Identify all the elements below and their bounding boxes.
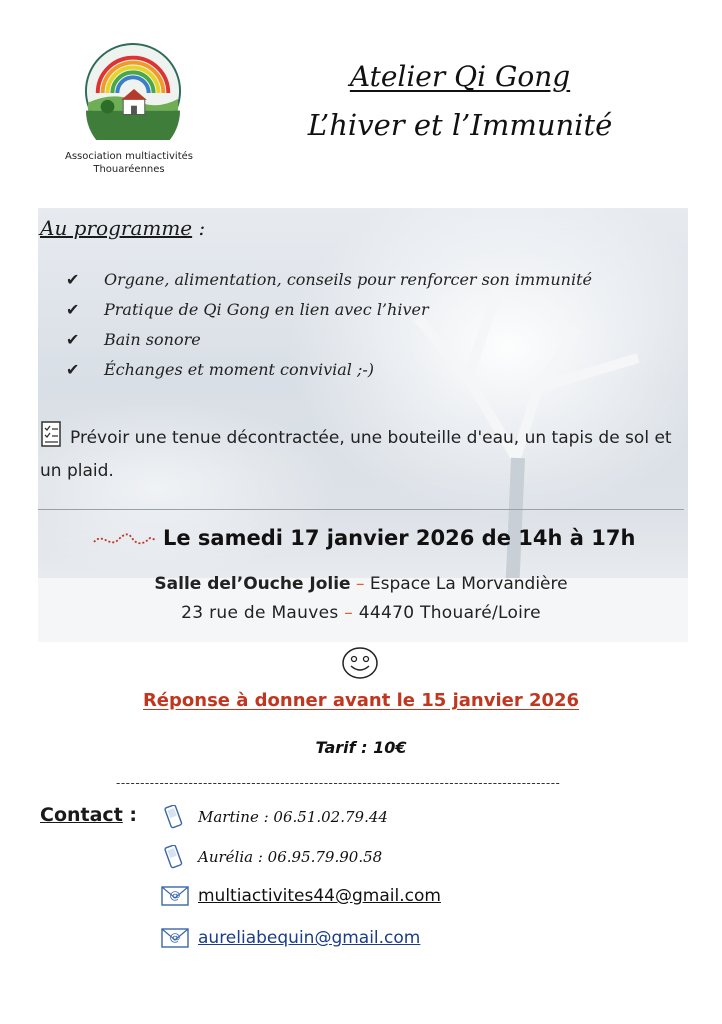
list-item: ✔ Organe, alimentation, conseils pour renforcer son immunité bbox=[66, 269, 592, 289]
decorative-squiggle-icon bbox=[92, 528, 158, 550]
list-item: ✔ Bain sonore bbox=[66, 329, 201, 349]
list-item: ✔ Échanges et moment convivial ;-) bbox=[66, 359, 375, 379]
list-item: ✔ Pratique de Qi Gong en lien avec l’hiver bbox=[66, 299, 429, 319]
check-icon: ✔ bbox=[66, 359, 80, 379]
check-icon: ✔ bbox=[66, 299, 80, 319]
contact-phone-martine: Martine : 06.51.02.79.44 bbox=[160, 805, 388, 829]
equipment-note: Prévoir une tenue décontractée, une bouteille d'eau, un tapis de sol et un plaid. bbox=[40, 420, 688, 488]
checklist-icon bbox=[40, 420, 64, 448]
reply-deadline: Réponse à donner avant le 15 janvier 2026 bbox=[142, 690, 580, 711]
email-link[interactable]: multiactivites44@gmail.com bbox=[198, 886, 441, 906]
svg-text:@: @ bbox=[169, 889, 181, 902]
check-icon: ✔ bbox=[66, 329, 80, 349]
association-logo bbox=[84, 42, 182, 140]
contact-phone-aurelia: Aurélia : 06.95.79.90.58 bbox=[160, 845, 382, 869]
svg-text:@: @ bbox=[169, 931, 181, 944]
email-icon bbox=[160, 884, 190, 908]
mobile-phone-icon bbox=[160, 845, 190, 869]
event-address: 23 rue de Mauves – 44470 Thouaré/Loire bbox=[181, 603, 541, 623]
price: Tarif : 10€ bbox=[315, 738, 407, 757]
event-venue: Salle del’Ouche Jolie – Espace La Morvandière bbox=[154, 574, 568, 594]
association-name: Association multiactivités Thouaréennes bbox=[65, 151, 193, 175]
page-title: Atelier Qi Gong bbox=[349, 60, 571, 93]
dashed-separator: -------------------------------------------------------------------------------------------- bbox=[116, 776, 561, 790]
contact-label: Contact : bbox=[40, 804, 137, 826]
email-icon bbox=[160, 926, 190, 950]
mobile-phone-icon bbox=[160, 805, 190, 829]
programme-list bbox=[66, 264, 592, 384]
page-subtitle: L’hiver et l’Immunité bbox=[307, 108, 613, 142]
divider bbox=[38, 509, 684, 510]
email-link[interactable]: aureliabequin@gmail.com bbox=[198, 928, 421, 948]
contact-email-aurelia bbox=[160, 926, 420, 950]
check-icon: ✔ bbox=[66, 269, 80, 289]
smiley-icon bbox=[340, 646, 380, 680]
contact-email-association bbox=[160, 884, 441, 908]
programme-heading: Au programme : bbox=[40, 216, 206, 240]
event-date: Le samedi 17 janvier 2026 de 14h à 17h bbox=[163, 526, 636, 550]
